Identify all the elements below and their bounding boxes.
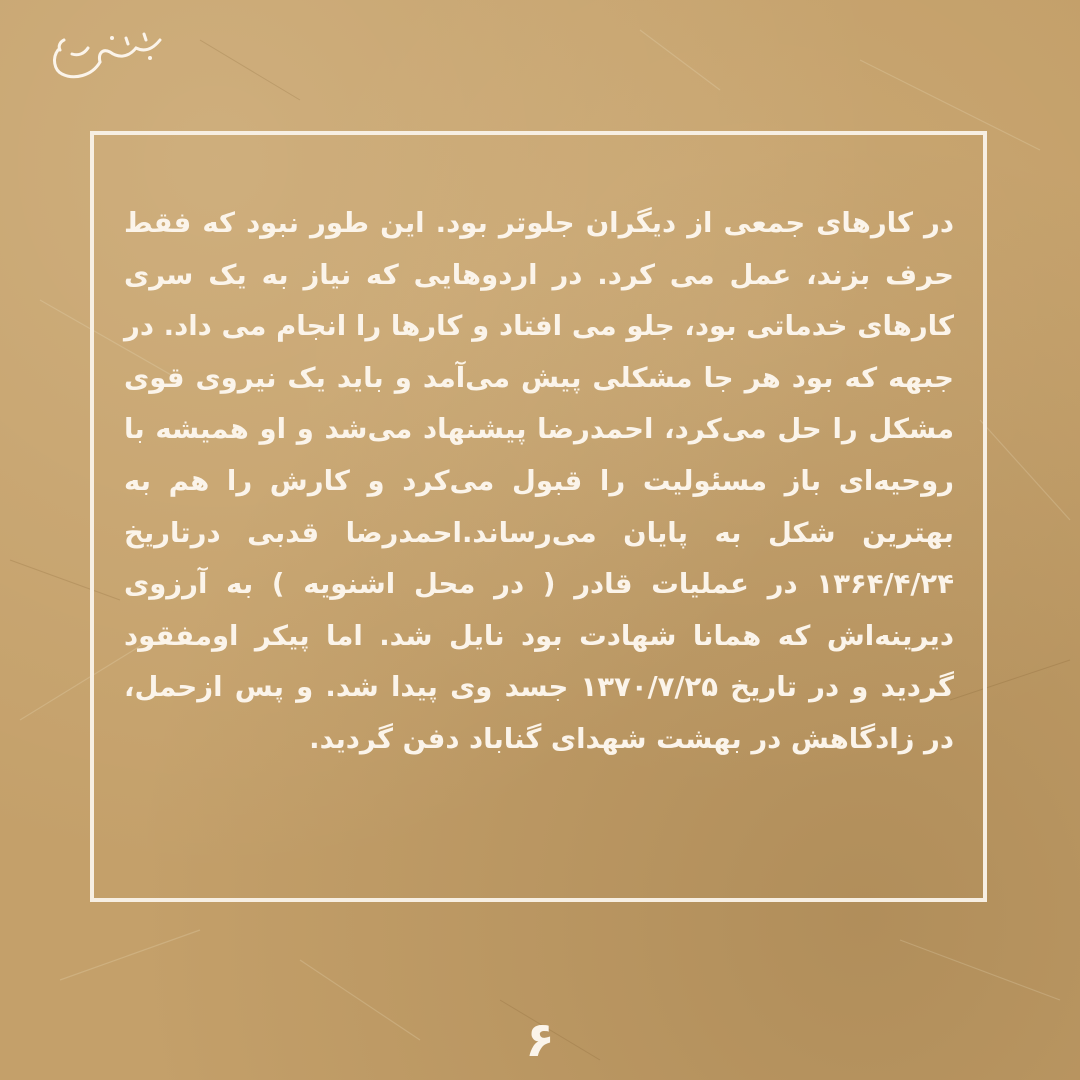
calligraphy-logo-icon <box>40 18 170 88</box>
brand-logo <box>40 18 170 88</box>
body-paragraph: در کارهای جمعی از دیگران جلوتر بود. این طور نبود که فقط حرف بزند، عمل می کرد. در اردوهایی که نیاز به یک سری کارهای خدماتی بود، جلو می افتاد و کارها را انجام می داد. در جبهه که بود هر جا مشکلی پیش می‌آمد و باید یک نیروی قوی مشکل را حل می‌کرد، احمدرضا پیشنهاد می‌شد و او همیشه با روحیه‌ای باز مسئولیت را قبول می‌کرد و کارش را هم به بهترین شکل به پایان می‌رساند.احمدرضا قدبی درتاریخ ۱۳۶۴/۴/۲۴ در عملیات قادر ( در محل اشنویه ) به آرزوی دیرینه‌اش که همانا شهادت بود نایل شد. اما پیکر اومفقود گردید و در تاریخ ۱۳۷۰/۷/۲۵ جسد وی پیدا شد. و پس ازحمل، در زادگاهش در بهشت شهدای گناباد دفن گردید. <box>124 207 954 755</box>
page-number: ۶ <box>525 1012 555 1068</box>
